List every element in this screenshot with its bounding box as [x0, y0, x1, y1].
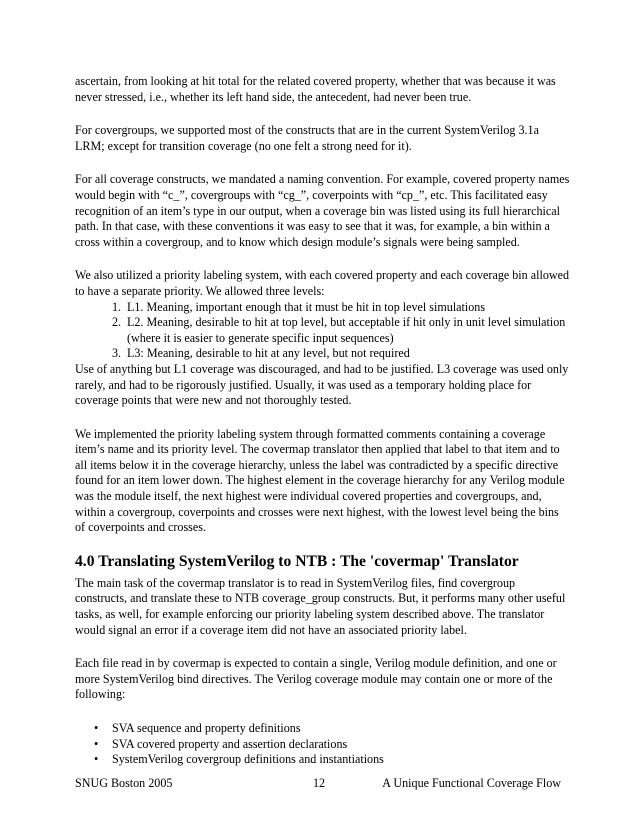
list-item [75, 315, 570, 346]
paragraph-continuation: ascertain, from looking at hit total for the related covered property, whether that was because it was never stressed, i.e., whether its left hand side, the antecedent, had never been true. [75, 74, 556, 104]
list-item [75, 737, 570, 753]
page-body [75, 74, 570, 768]
section-heading: 4.0 Translating SystemVerilog to NTB : The 'covermap' Translator [75, 552, 519, 570]
paragraph-priority-implementation: We implemented the priority labeling system through formatted comments containing a coverage item’s name and its priority level. The covermap translator then applied that label to that item and to all items below it in the coverage hierarchy, unless the label was contradicted by a specific directive found for an item lower down. The highest element in the coverage hierarchy for any Verilog module was the module itself, the next highest were individual covered properties and covergroups, and, within a covergroup, coverpoints and crosses were next highest, with the lowest level being the bins of coverpoints and crosses. [75, 426, 565, 535]
paragraph-coverage-usage: Use of anything but L1 coverage was discouraged, and had to be justified. L3 coverage was used only rarely, and had to be rigorously justified. Usually, it was used as a temporary holding place for coverage points that were new and not thoroughly tested. [75, 361, 569, 408]
list-item-text: L2. Meaning, desirable to hit at top level, but acceptable if hit only in unit level simulation (where it is easier to generate specific input sequences) [127, 315, 566, 345]
footer-title: A Unique Functional Coverage Flow [382, 776, 561, 790]
paragraph-naming-convention: For all coverage constructs, we mandated a naming convention. For example, covered property names would begin with “c_”, covergroups with “cg_”, coverpoints with “cp_”, etc. This facilitated easy recognition of an item’s type in our output, when a coverage bin was listed using its full hierarchical path. In that case, with these conventions it was easy to see that it was, for example, a bin within a cross within a covergroup, and to know which design module’s signals were being sampled. [75, 172, 570, 249]
list-item [75, 721, 570, 737]
list-item [75, 346, 570, 362]
paragraph-priority-intro: We also utilized a priority labeling system, with each covered property and each coverage bin allowed to have a separate priority. We allowed three levels: [75, 268, 570, 298]
list-item-text: L1. Meaning, important enough that it must be hit in top level simulations [127, 299, 486, 314]
paragraph-covermap-task: The main task of the covermap translator is to read in SystemVerilog files, find covergroup constructs, and translate these to NTB coverage_group constructs. But, it performs many other useful tasks, as well, for example enforcing our priority labeling system described above. The translator would signal an error if a coverage item did not have an associated priority label. [75, 575, 566, 637]
list-item-number: 2. [112, 315, 122, 330]
bullet-icon: • [94, 736, 99, 751]
paragraph-covermap-input: Each file read in by covermap is expected to contain a single, Verilog module definition, and one or more SystemVerilog bind directives. The Verilog coverage module may contain one or more of the following: [75, 656, 557, 702]
paragraph-covergroups: For covergroups, we supported most of the constructs that are in the current SystemVerilog 3.1a LRM; except for transition coverage (no one felt a strong need for it). [75, 123, 539, 153]
priority-levels-list [75, 300, 570, 362]
bullet-icon: • [94, 752, 99, 767]
list-item-number: 1. [112, 299, 122, 314]
list-item-text: SVA sequence and property definitions [112, 721, 301, 735]
list-item-number: 3. [112, 346, 122, 361]
bullet-list [75, 721, 570, 768]
bullet-icon: • [94, 721, 99, 735]
list-item-text: SVA covered property and assertion declarations [112, 736, 348, 751]
list-item-text: L3: Meaning, desirable to hit at any level, but not required [127, 346, 410, 361]
footer-conference: SNUG Boston 2005 [75, 776, 173, 790]
list-item-text: SystemVerilog covergroup definitions and instantiations [112, 752, 384, 767]
footer-page-number: 12 [313, 776, 326, 790]
list-item [75, 752, 570, 768]
list-item [75, 300, 570, 316]
